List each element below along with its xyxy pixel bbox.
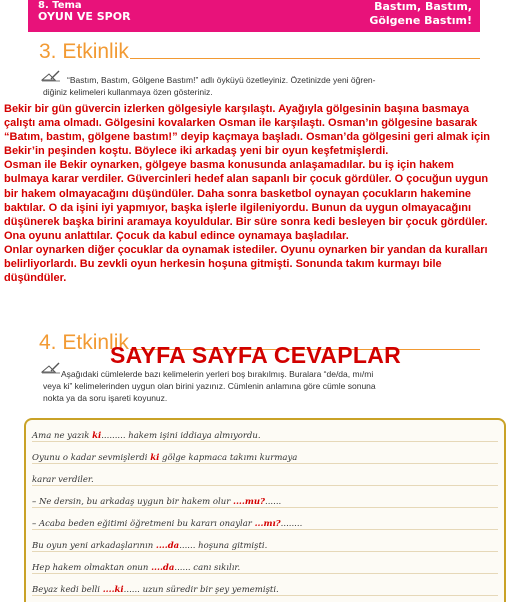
section3-instruction-line1: “Bastım, Bastım, Gölgene Bastım!” adlı öyküyü özetleyiniz. Özetinizde yeni öğren- [67,75,376,85]
exercise-line: – Ne dersin, bu arkadaş uygun bir hakem olur ....mu?...... [32,494,498,510]
story-title-line2: Gölgene Bastım! [369,14,472,27]
summary-answer-text [4,102,500,285]
section4-instruction-line1: Aşağıdaki cümlelerde bazı kelimelerin yerleri boş bırakılmış. Buralara “de/da, mı/mi [61,369,374,379]
exercise-line: Ama ne yazık ki......... hakem işini iddiaya almıyordu. [32,428,498,444]
section4-instruction-line2: veya ki” kelimelerinden uygun olan birini yazınız. Cümlenin anlamına göre cümle sonuna [43,381,376,391]
answer-fill: ki [150,453,160,463]
story-title-group [369,0,472,28]
theme-name: OYUN VE SPOR [38,10,131,23]
answer-paragraph: Bekir bir gün güvercin izlerken gölgesiyle karşılaştı. Ayağıyla gölgesinin başına basmaya çalıştı ama olmadı. Gölgesini kovalarken Osman ile karşılaştı. Osman’ın gölgesine basarak “Batım, bastım, gölgene bastım!” deyip kaçmaya başladı. Osman’da gölgesini geri almak için Bekir’in peşinden koştu. Böylece iki arkadaş yeni bir oyun keşfetmişlerdi. [4,103,490,158]
section3-title-rule [130,58,480,59]
answer-paragraph: Osman ile Bekir oynarken, gölgeye basma konusunda anlaşamadılar. bu iş için hakem bulmaya karar verdiler. Güvercinleri hedef alan sapanlı bir çocuk gördüler. O çocuğun uygun bir hakem olmayacağını düşündüler. Daha sonra basketbol oynayan çocukların hakemine baktılar. O da işini iyi yapmıyor, başka işlerle ilgileniyordu. Bunun da uygun olmayacağını düşünerek başka birini aramaya koyuldular. Bir süre sonra kedi besleyen bir çocuk gördüler. Ona oyunu anlattılar. Çocuk da kabul edince oynamaya başladılar. [4,159,489,242]
answer-paragraph: Onlar oynarken diğer çocuklar da oynamak istediler. Oyunu oynarken bir yandan da kuralları belirliyorlardı. Bu zevkli oyun herkesin hoşuna gitmişti. Sonunda takım kurmayı bile düşündüler. [4,243,488,285]
section3-instruction-cont [43,87,483,98]
exercise-box [24,418,506,602]
section3-instruction-line2: diğiniz kelimeleri kullanmaya özen gösteriniz. [43,87,213,97]
story-title-line1: Bastım, Bastım, [374,0,472,13]
exercise-line: Beyaz kedi belli ....ki...... uzun süredir bir şey yememişti. [32,582,498,598]
exercise-line: – Acaba beden eğitimi öğretmeni bu kararı onaylar ...mı?........ [32,516,498,532]
answer-fill: ....ki [102,585,124,595]
pencil-book-icon [41,362,61,374]
theme-label-group [38,0,131,22]
answer-fill: ....mu? [233,497,266,507]
answer-fill: ....da [151,563,175,573]
exercise-line: karar verdiler. [32,472,498,488]
section4-instruction-line3: nokta ya da soru işareti koyunuz. [43,393,168,403]
exercise-line: Oyunu o kadar sevmişlerdi ki gölge kapmaca takımı kurmaya [32,450,498,466]
answer-fill: ki [92,431,102,441]
pencil-book-icon [41,70,61,82]
section3-instruction [67,75,497,86]
exercise-line: Bu oyun yeni arkadaşlarının ....da...... hoşuna gitmişti. [32,538,498,554]
answer-fill: ...mı? [254,519,281,529]
theme-number: 8. Tema [38,0,82,11]
answer-fill: ....da [155,541,180,551]
exercise-line: Hep hakem olmaktan onun ....da...... canı sıkılır. [32,560,498,576]
watermark-text: SAYFA SAYFA CEVAPLAR [110,342,402,368]
section4-title: 4. Etkinlik [39,331,129,354]
section3-title: 3. Etkinlik [39,40,129,63]
theme-header-band [28,0,480,32]
